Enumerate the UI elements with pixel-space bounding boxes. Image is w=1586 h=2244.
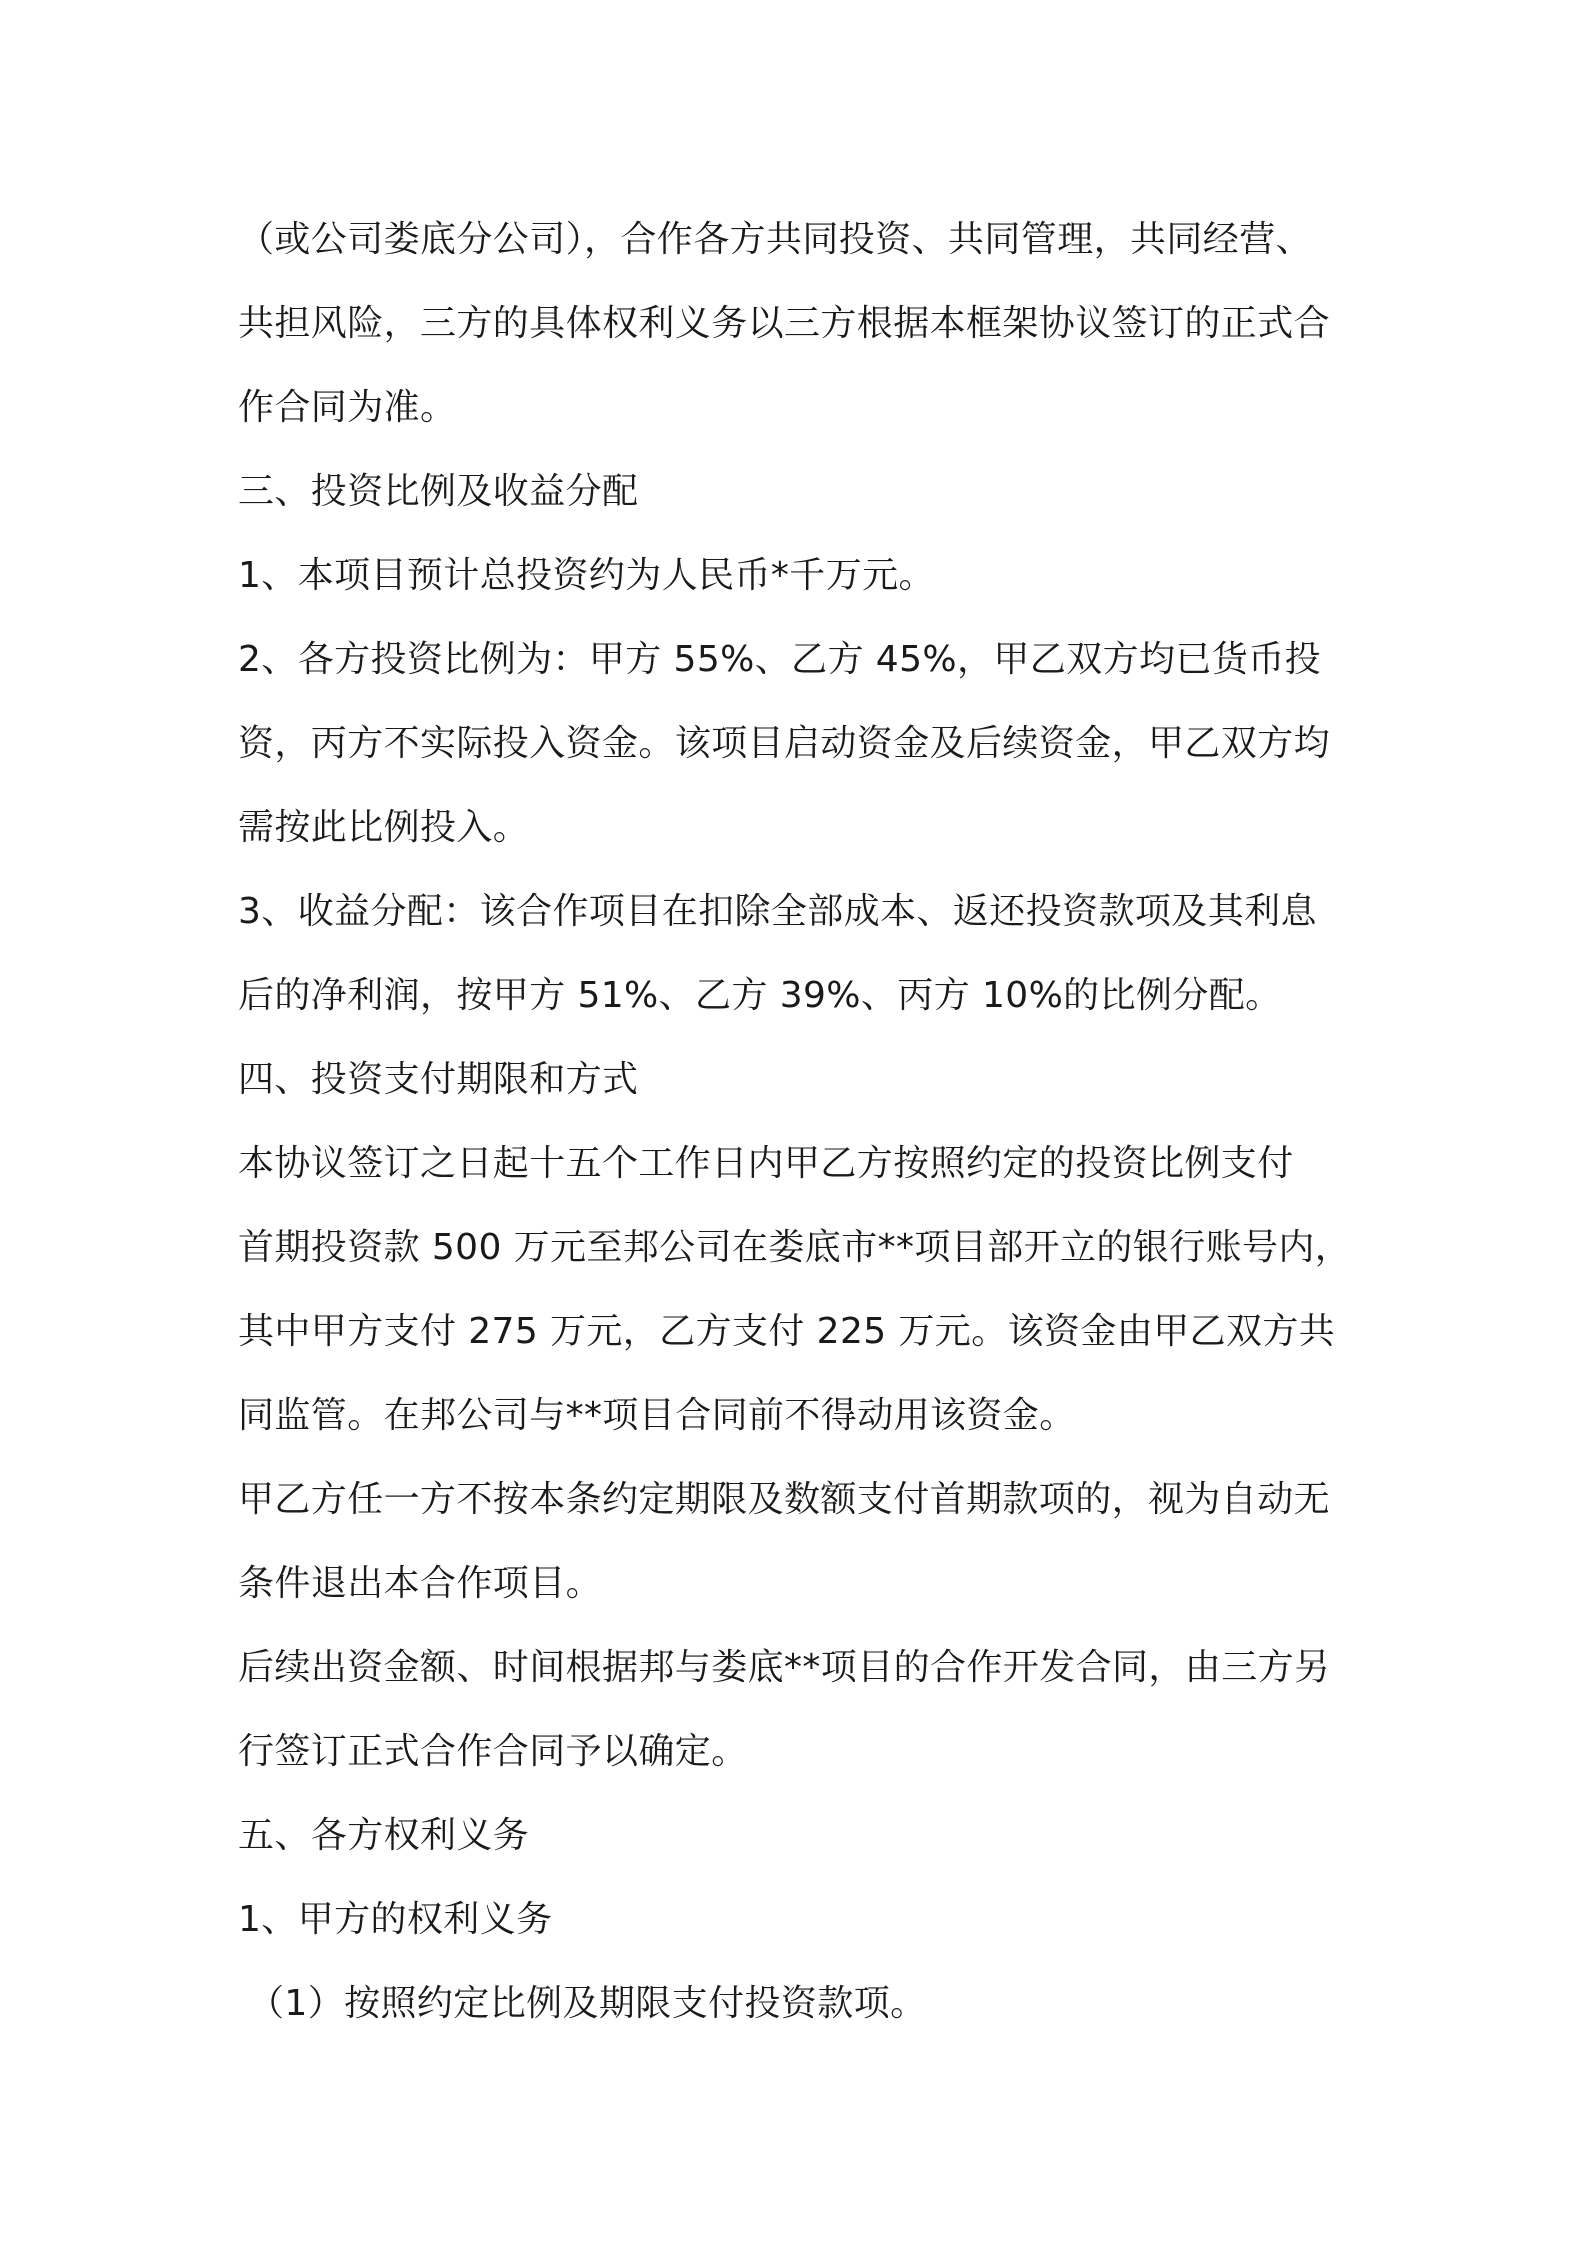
list-item: 2、各方投资比例为：甲方 55%、乙方 45%，甲乙双方均已货币投 [238, 639, 1322, 680]
text-line: 后续出资金额、时间根据邦与娄底**项目的合作开发合同，由三方另 [238, 1647, 1331, 1688]
text-line: 首期投资款 500 万元至邦公司在娄底市**项目部开立的银行账号内， [238, 1227, 1352, 1268]
subsection-heading: 1、甲方的权利义务 [238, 1899, 553, 1940]
text-line: 后的净利润，按甲方 51%、乙方 39%、丙方 10%的比例分配。 [238, 975, 1282, 1016]
text-line: 作合同为准。 [238, 387, 457, 428]
text-line: 资，丙方不实际投入资金。该项目启动资金及后续资金，甲乙双方均 [238, 723, 1331, 764]
text-line: （或公司娄底分公司），合作各方共同投资、共同管理，共同经营、 [238, 219, 1313, 260]
list-item: 3、收益分配：该合作项目在扣除全部成本、返还投资款项及其利息 [238, 891, 1317, 932]
text-line: 同监管。在邦公司与**项目合同前不得动用该资金。 [238, 1395, 1076, 1436]
text-line: 条件退出本合作项目。 [238, 1563, 603, 1604]
section-heading: 三、投资比例及收益分配 [238, 471, 639, 512]
section-heading: 五、各方权利义务 [238, 1815, 530, 1856]
list-item: 1、本项目预计总投资约为人民币*千万元。 [238, 555, 935, 596]
text-line: 甲乙方任一方不按本条约定期限及数额支付首期款项的，视为自动无 [238, 1479, 1331, 1520]
text-line: 本协议签订之日起十五个工作日内甲乙方按照约定的投资比例支付 [238, 1143, 1294, 1184]
text-line: 需按此比例投入。 [238, 807, 530, 848]
text-line: 行签订正式合作合同予以确定。 [238, 1731, 748, 1772]
list-item: （1）按照约定比例及期限支付投资款项。 [248, 1983, 927, 2024]
text-line: 共担风险，三方的具体权利义务以三方根据本框架协议签订的正式合 [238, 303, 1331, 344]
text-line: 其中甲方支付 275 万元，乙方支付 225 万元。该资金由甲乙双方共 [238, 1311, 1336, 1352]
section-heading: 四、投资支付期限和方式 [238, 1059, 639, 1100]
document-body [238, 198, 1358, 2046]
